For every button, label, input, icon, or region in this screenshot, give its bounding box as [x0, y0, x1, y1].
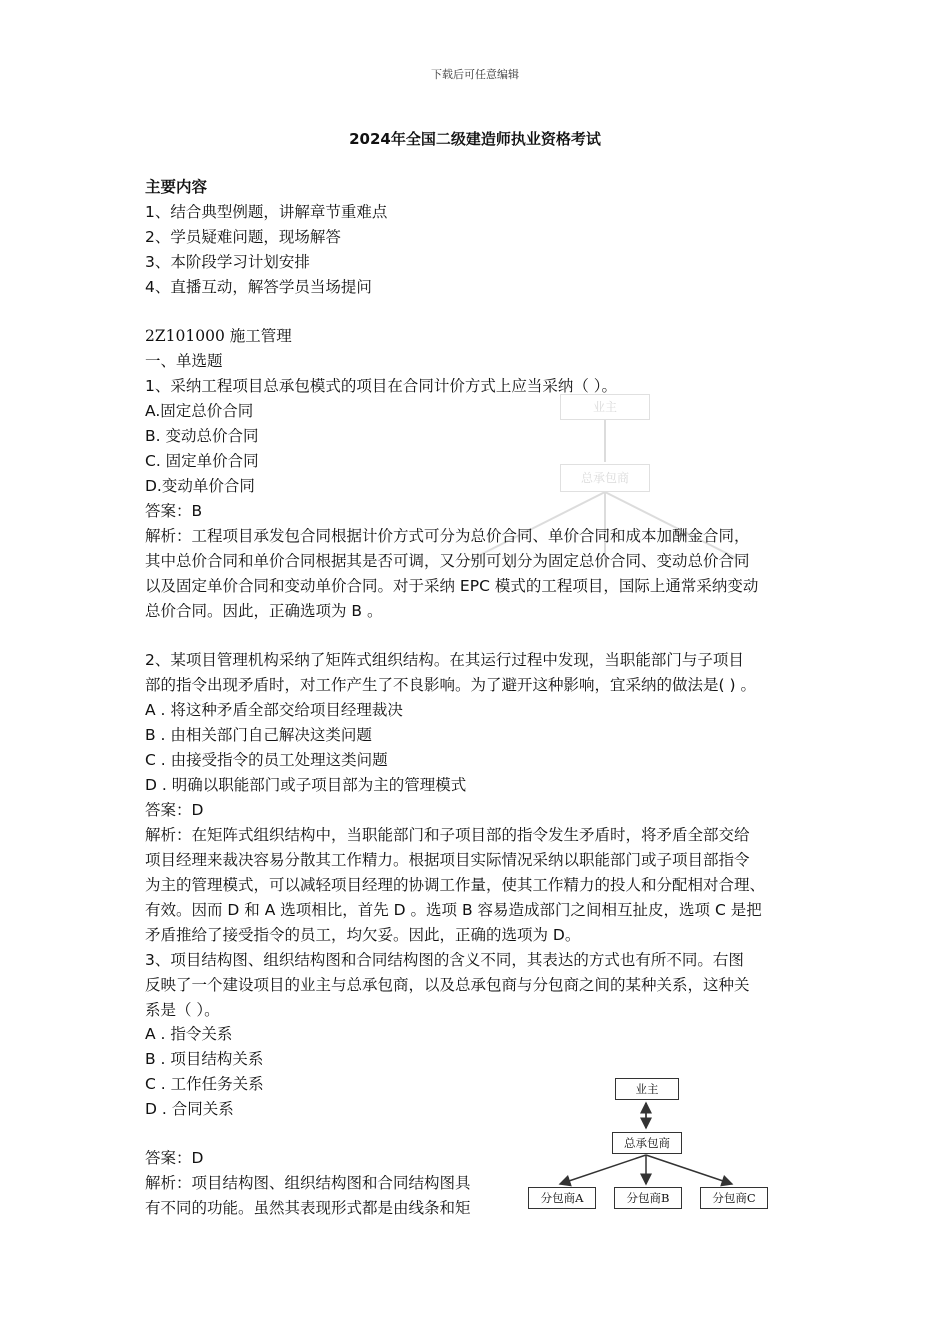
question-1-option: A.固定总价合同	[145, 402, 254, 420]
main-content-item: 4、直播互动，解答学员当场提问	[145, 278, 372, 296]
question-2-analysis-line: 项目经理来裁决容易分散其工作精力。根据项目实际情况采纳以职能部门或子项目部指令	[145, 851, 750, 869]
owner-box: 业主	[615, 1078, 679, 1100]
question-2-analysis-line: 矛盾推给了接受指令的员工，均欠妥。因此，正确的选项为 D。	[145, 926, 581, 944]
question-2-stem-line: 2、某项目管理机构采纳了矩阵式组织结构。在其运行过程中发现，当职能部门与子项目	[145, 651, 744, 669]
question-1-analysis-line: 其中总价合同和单价合同根据其是否可调，又分别可划分为固定总价合同、变动总价合同	[145, 552, 750, 570]
question-2-analysis-line: 为主的管理模式，可以减轻项目经理的协调工作量，使其工作精力的投人和分配相对合理、	[145, 876, 766, 894]
watermark-owner-box: 业主	[560, 394, 650, 420]
question-3-option: B . 项目结构关系	[145, 1050, 264, 1068]
question-3-stem-line: 反映了一个建设项目的业主与总承包商，以及总承包商与分包商之间的某种关系，这种关	[145, 976, 750, 994]
main-content-item: 1、结合典型例题，讲解章节重难点	[145, 203, 388, 221]
page-header: 下载后可任意编辑	[431, 68, 519, 81]
question-3-analysis-line: 有不同的功能。虽然其表现形式都是由线条和矩	[145, 1199, 471, 1217]
question-2-option: A . 将这种矛盾全部交给项目经理裁决	[145, 701, 403, 719]
section-code: 2Z101000 施工管理	[145, 327, 292, 345]
document-title: 2024年全国二级建造师执业资格考试	[349, 130, 601, 148]
question-3-option: A . 指令关系	[145, 1025, 233, 1043]
question-3-stem-line: 3、项目结构图、组织结构图和合同结构图的含义不同，其表达的方式也有所不同。右图	[145, 951, 744, 969]
main-content-heading: 主要内容	[145, 178, 208, 196]
question-1-option: B. 变动总价合同	[145, 427, 259, 445]
question-3-option: D . 合同关系	[145, 1100, 234, 1118]
question-1-option: D.变动单价合同	[145, 477, 255, 495]
question-3-analysis-line: 解析：项目结构图、组织结构图和合同结构图具	[145, 1174, 471, 1192]
question-1-answer: 答案：B	[145, 502, 203, 520]
main-content-item: 2、学员疑难问题，现场解答	[145, 228, 341, 246]
question-2-analysis-line: 有效。因而 D 和 A 选项相比，首先 D 。选项 B 容易造成部门之间相互扯皮，选项 C 是把	[145, 901, 762, 919]
question-2-answer: 答案：D	[145, 801, 204, 819]
question-3-option: C . 工作任务关系	[145, 1075, 264, 1093]
question-1-analysis-line: 解析：工程项目承发包合同根据计价方式可分为总价合同、单价合同和成本加酬金合同，	[145, 527, 750, 545]
contract-structure-diagram	[520, 1070, 780, 1220]
question-3-stem-line: 系是（ ）。	[145, 1001, 220, 1019]
question-1-option: C. 固定单价合同	[145, 452, 259, 470]
question-2-analysis-line: 解析：在矩阵式组织结构中，当职能部门和子项目部的指令发生矛盾时，将矛盾全部交给	[145, 826, 750, 844]
question-type: 一、单选题	[145, 352, 223, 370]
question-2-option: B . 由相关部门自己解决这类问题	[145, 726, 372, 744]
subcontractor-c-box: 分包商C	[700, 1187, 768, 1209]
question-1-analysis-line: 总价合同。因此，正确选项为 B 。	[145, 602, 383, 620]
subcontractor-a-box: 分包商A	[528, 1187, 596, 1209]
question-2-option: D . 明确以职能部门或子项目部为主的管理模式	[145, 776, 467, 794]
question-2-option: C . 由接受指令的员工处理这类问题	[145, 751, 388, 769]
question-1-stem: 1、采纳工程项目总承包模式的项目在合同计价方式上应当采纳（ ）。	[145, 377, 618, 395]
general-contractor-box: 总承包商	[612, 1132, 682, 1154]
question-1-analysis-line: 以及固定单价合同和变动单价合同。对于采纳 EPC 模式的工程项目，国际上通常采纳变动	[145, 577, 759, 595]
subcontractor-b-box: 分包商B	[614, 1187, 682, 1209]
question-2-stem-line: 部的指令出现矛盾时，对工作产生了不良影响。为了避开这种影响，宜采纳的做法是( ) 。	[145, 676, 756, 694]
main-content-item: 3、本阶段学习计划安排	[145, 253, 310, 271]
question-3-answer: 答案：D	[145, 1149, 204, 1167]
watermark-contractor-box: 总承包商	[560, 464, 650, 492]
